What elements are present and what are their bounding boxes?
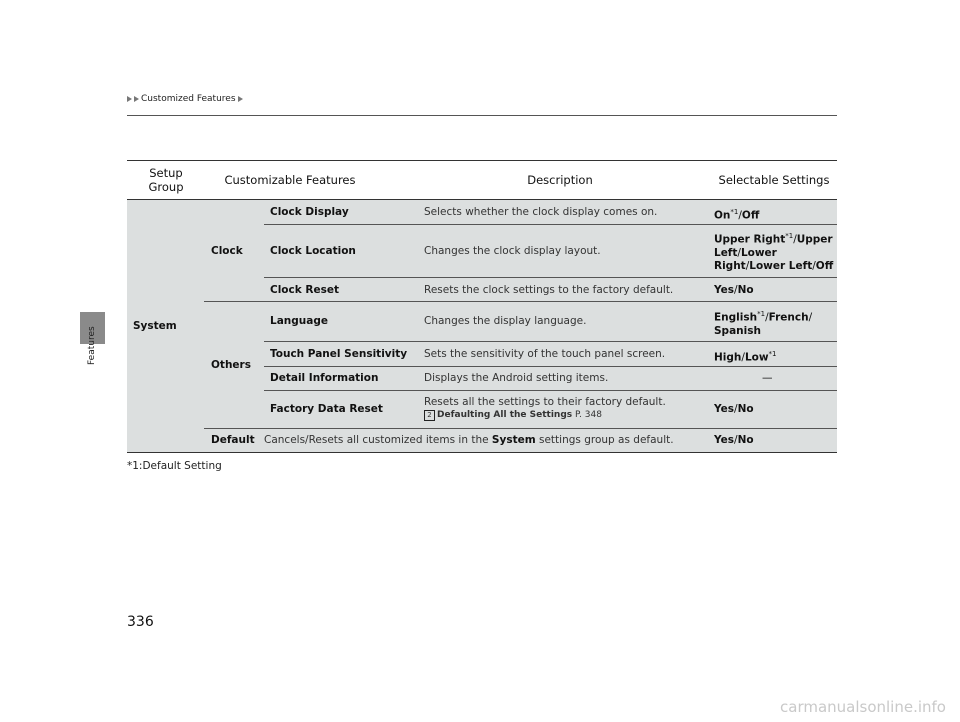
section-label: Features (87, 326, 97, 365)
subgroup-others: Others (211, 359, 251, 371)
description-detail-information: Displays the Android setting items. (424, 372, 609, 384)
top-divider (127, 115, 837, 116)
description-touch-panel-sensitivity: Sets the sensitivity of the touch panel screen. (424, 348, 666, 360)
subgroup-clock: Clock (211, 245, 243, 257)
breadcrumb (127, 94, 243, 104)
settings-clock-location: Upper Right$^{*1}$/Upper Left/Lower Right/Lower Left/Off (714, 232, 834, 272)
page-number: 336 (127, 614, 154, 630)
settings-language: English$^{*1}$/French/ Spanish (714, 310, 813, 337)
feature-clock-display: Clock Display (270, 206, 349, 218)
feature-language: Language (270, 315, 328, 327)
description-default: Cancels/Resets all customized items in the System settings group as default. (264, 434, 674, 446)
settings-detail-information: — (762, 372, 773, 384)
arrow-right-icon (134, 96, 139, 102)
header-description: Description (527, 173, 593, 187)
feature-clock-reset: Clock Reset (270, 284, 339, 296)
watermark: carmanualsonline.info (780, 698, 946, 716)
arrow-right-icon (238, 96, 243, 102)
settings-clock-reset: Yes/No (714, 284, 754, 296)
table-header-rule (127, 160, 837, 161)
feature-factory-data-reset: Factory Data Reset (270, 403, 383, 415)
breadcrumb-label: Customized Features (141, 94, 236, 104)
description-clock-reset: Resets the clock settings to the factory default. (424, 284, 674, 296)
feature-touch-panel-sensitivity: Touch Panel Sensitivity (270, 348, 408, 360)
description-clock-display: Selects whether the clock display comes on. (424, 206, 658, 218)
header-setup-group: Setup Group (148, 166, 184, 194)
description-clock-location: Changes the clock display layout. (424, 245, 601, 257)
settings-clock-display: On$^{*1}$/Off (714, 208, 760, 222)
arrow-right-icon (127, 96, 132, 102)
cross-reference[interactable]: 2 Defaulting All the Settings P. 348 (424, 409, 666, 422)
settings-touch-panel-sensitivity: High/Low$^{*1}$ (714, 350, 777, 364)
feature-detail-information: Detail Information (270, 372, 379, 384)
reference-arrow-icon: 2 (424, 410, 435, 421)
header-customizable-features: Customizable Features (224, 173, 356, 187)
description-factory-data-reset: Resets all the settings to their factory default. 2 Defaulting All the Settings P. 348 (424, 396, 666, 420)
feature-clock-location: Clock Location (270, 245, 356, 257)
header-selectable-settings: Selectable Settings (718, 173, 830, 187)
feature-default: Default (211, 434, 255, 446)
footnote: *1:Default Setting (127, 460, 222, 472)
group-system: System (133, 320, 177, 332)
description-language: Changes the display language. (424, 315, 587, 327)
settings-default: Yes/No (714, 434, 754, 446)
settings-factory-data-reset: Yes/No (714, 403, 754, 415)
